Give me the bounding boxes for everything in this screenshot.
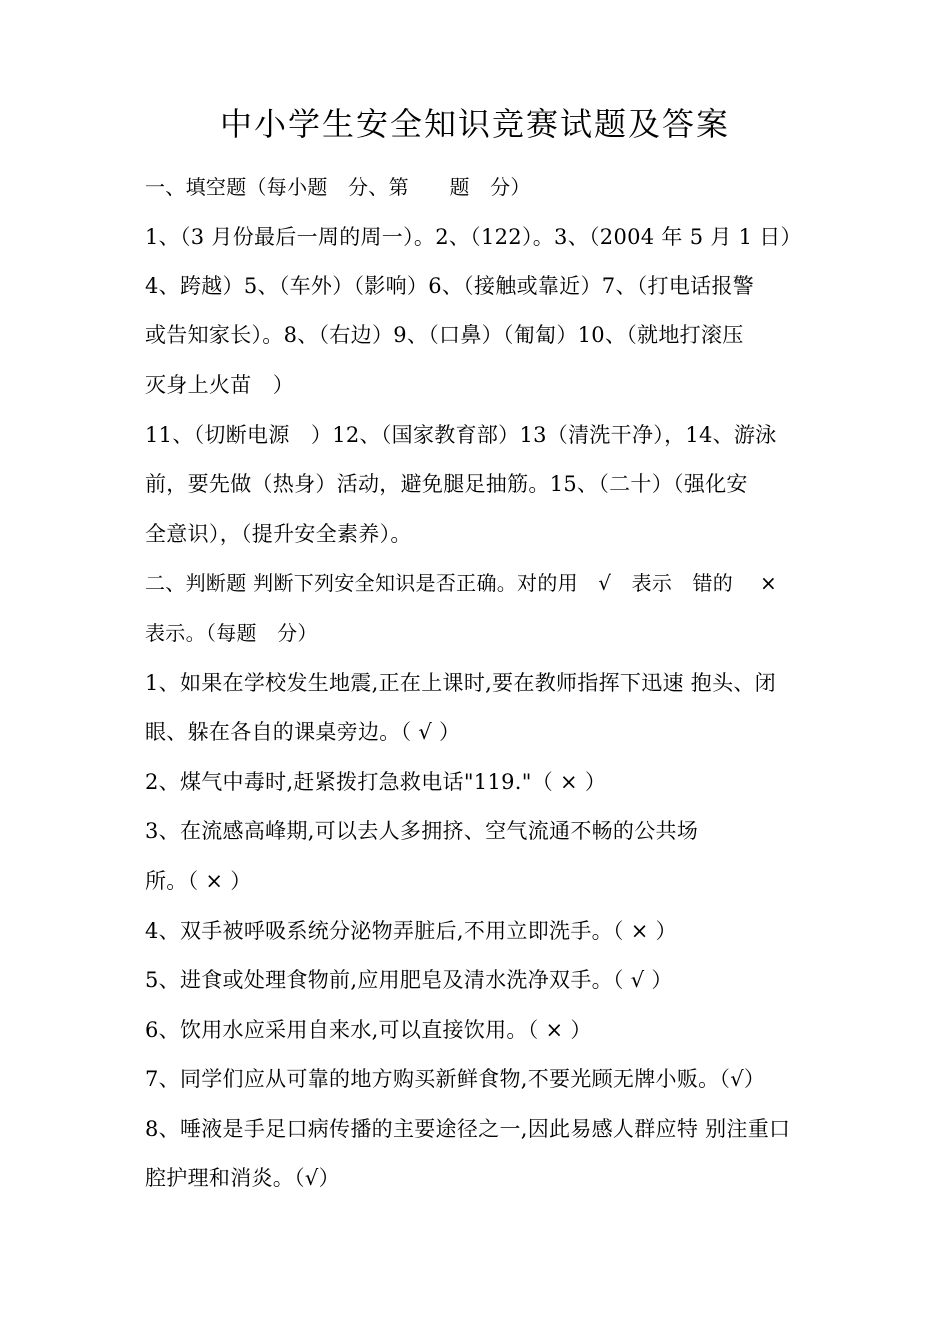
section-heading-fill-in: 一、填空题（每小题 分、第 题 分） — [145, 175, 531, 199]
question-line: 1、如果在学校发生地震,正在上课时,要在教师指挥下迅速 抱头、闭 — [145, 671, 776, 695]
question-line: 3、在流感高峰期,可以去人多拥挤、空气流通不畅的公共场 — [145, 819, 699, 843]
answer-line: 或告知家长）。8、（右边）9、（口鼻）（匍匐）10、（就地打滚压 — [145, 323, 744, 347]
question-line: 2、煤气中毒时,赶紧拨打急救电话"119."（ × ） — [145, 770, 607, 794]
question-line: 腔护理和消炎。（√） — [145, 1166, 340, 1190]
question-line: 眼、躲在各自的课桌旁边。（ √ ） — [145, 720, 461, 744]
question-line: 8、唾液是手足口病传播的主要途径之一,因此易感人群应特 别注重口 — [145, 1117, 791, 1141]
question-line: 所。（ × ） — [145, 869, 252, 893]
section-heading-true-false-cont: 表示。（每题 分） — [145, 621, 318, 645]
section-heading-true-false: 二、判断题 判断下列安全知识是否正确。对的用 √ 表示 错的 × — [145, 571, 778, 595]
question-line: 4、双手被呼吸系统分泌物弄脏后,不用立即洗手。（ × ） — [145, 919, 677, 943]
answer-line: 4、跨越）5、（车外）（影响）6、（接触或靠近）7、（打电话报警 — [145, 274, 755, 298]
answer-line: 1、（3 月份最后一周的周一）。2、（122）。3、（2004 年 5 月 1 日） — [145, 225, 802, 249]
document-title: 中小学生安全知识竞赛试题及答案 — [219, 105, 730, 143]
answer-line: 全意识），（提升安全素养）。 — [145, 522, 412, 546]
question-line: 6、饮用水应采用自来水,可以直接饮用。（ × ） — [145, 1018, 592, 1042]
answer-line: 前，要先做（热身）活动，避免腿足抽筋。15、（二十）（强化安 — [145, 472, 748, 496]
answer-line: 灭身上火苗 ） — [145, 373, 295, 397]
answer-line: 11、（切断电源 ）12、（国家教育部）13（清洗干净），14、游泳 — [145, 423, 777, 447]
question-line: 5、进食或处理食物前,应用肥皂及清水洗净双手。（ √ ） — [145, 968, 673, 992]
question-line: 7、同学们应从可靠的地方购买新鲜食物,不要光顾无牌小贩。（√） — [145, 1067, 766, 1091]
